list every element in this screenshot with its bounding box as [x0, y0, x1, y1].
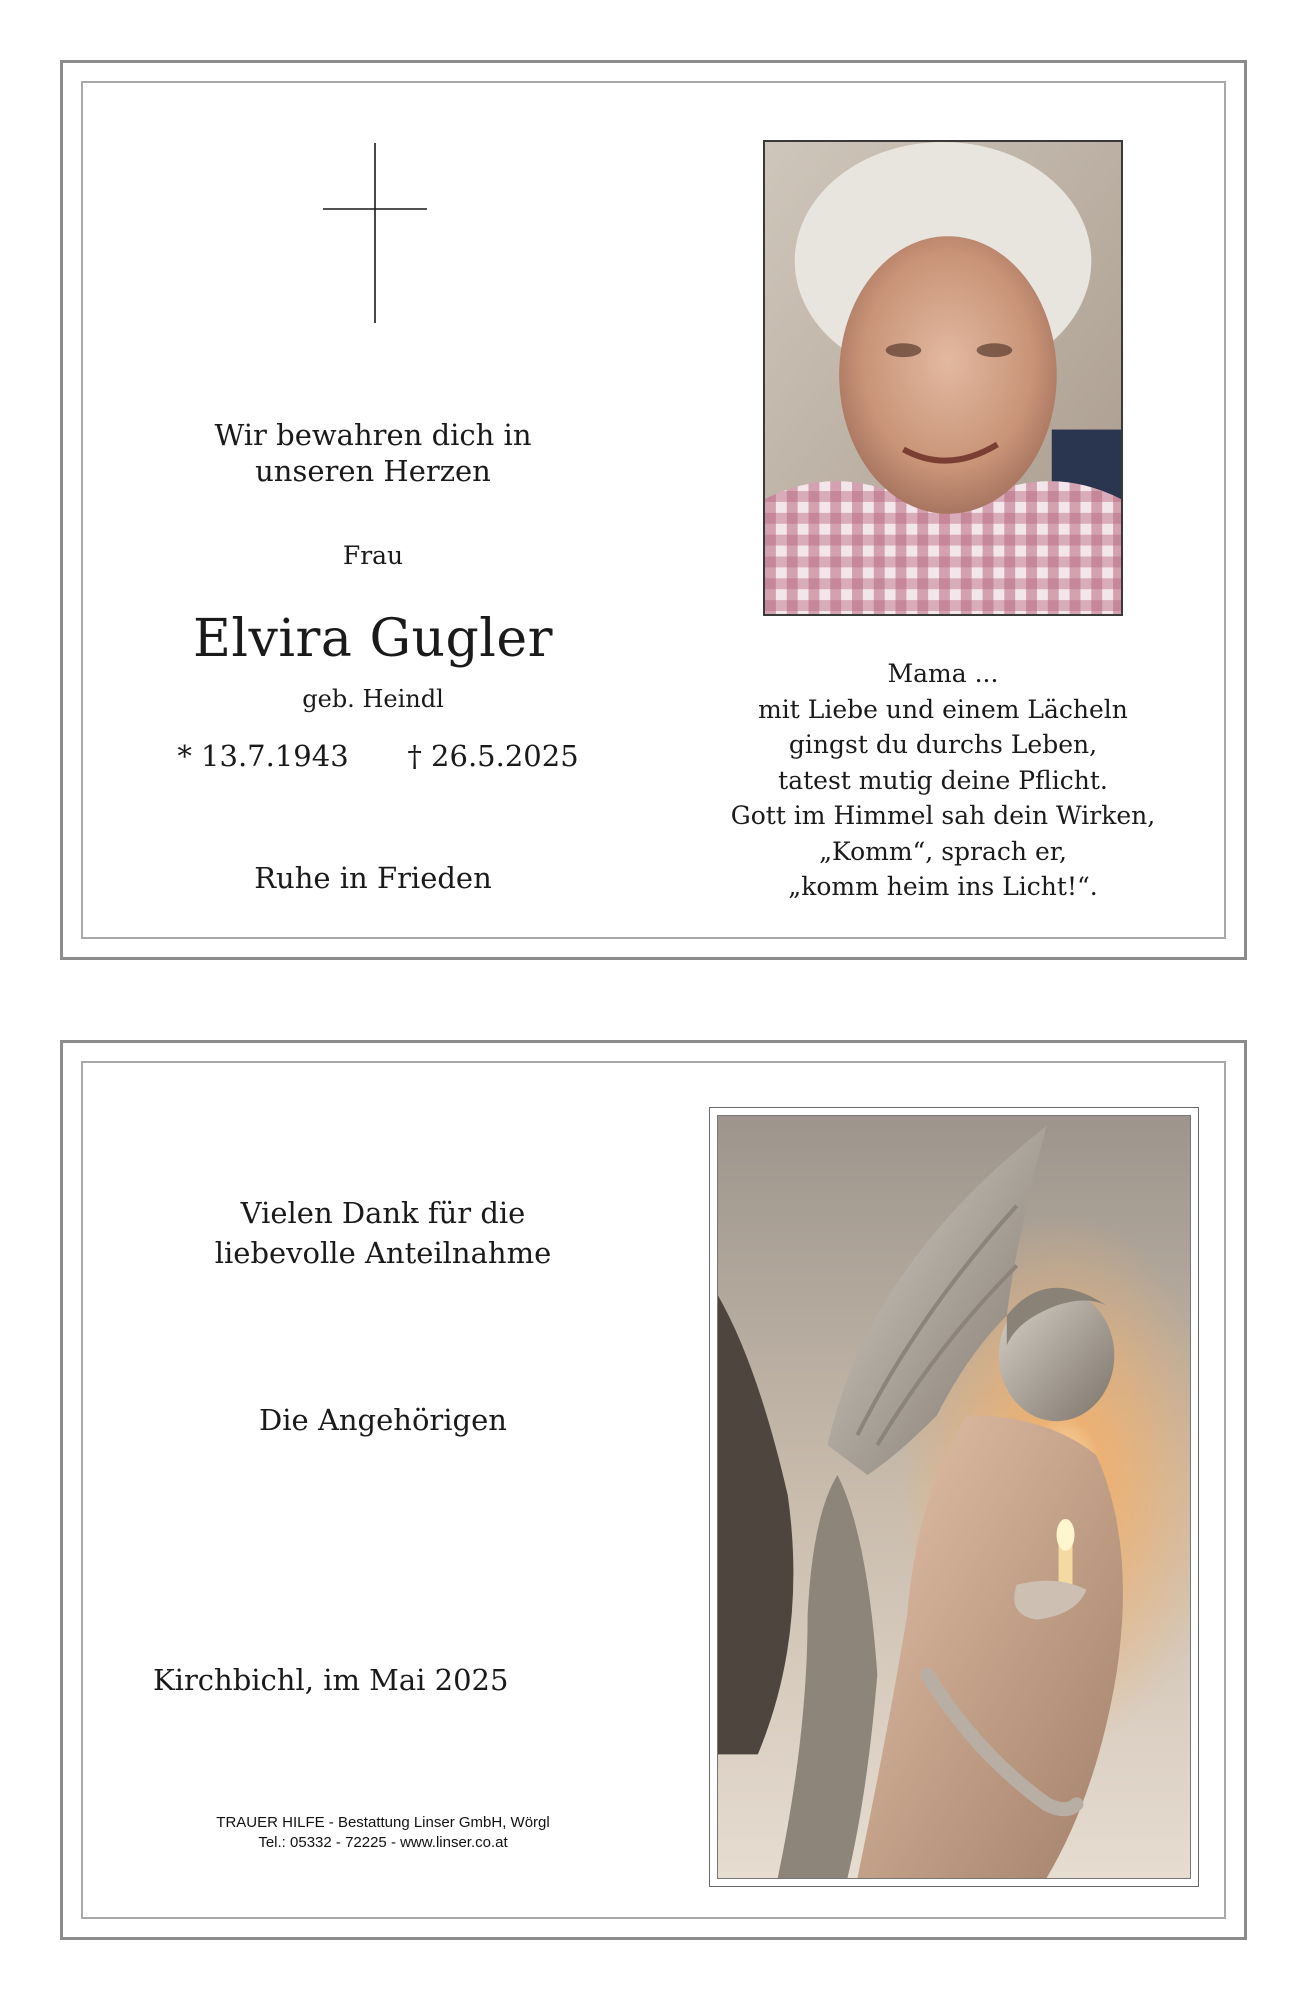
obituary-front-card	[60, 60, 1247, 960]
poem-line: gingst du durchs Leben,	[788, 730, 1098, 759]
poem-line: „komm heim ins Licht!“.	[788, 872, 1098, 901]
undertaker-line: Tel.: 05332 - 72225 - www.linser.co.at	[258, 1834, 508, 1851]
motto-line: unseren Herzen	[255, 454, 491, 488]
undertaker-line: TRAUER HILFE - Bestattung Linser GmbH, Wörgl	[216, 1814, 550, 1831]
date-of-birth: * 13.7.1943	[177, 739, 349, 773]
angel-statue-icon	[718, 1116, 1190, 1878]
portrait-image	[765, 142, 1121, 614]
family-signature: Die Angehörigen	[259, 1403, 507, 1437]
undertaker-info	[153, 1813, 613, 1853]
angel-picture-frame	[709, 1107, 1199, 1887]
place-and-date: Kirchbichl, im Mai 2025	[153, 1663, 509, 1697]
poem-line: „Komm“, sprach er,	[819, 836, 1067, 866]
thanks-line: Vielen Dank für die	[240, 1196, 526, 1230]
deceased-name: Elvira Gugler	[192, 609, 554, 669]
poem-line: Mama ...	[887, 659, 999, 688]
thank-you-note	[153, 1193, 613, 1273]
date-of-death: † 26.5.2025	[407, 739, 579, 773]
closing-phrase: Ruhe in Frieden	[254, 861, 492, 895]
poem-line: mit Liebe und einem Lächeln	[758, 694, 1128, 724]
portrait-photo	[763, 140, 1123, 616]
poem-line: tatest mutig deine Pflicht.	[778, 765, 1108, 795]
cross-icon	[323, 143, 427, 323]
poem-line: Gott im Himmel sah dein Wirken,	[730, 801, 1156, 830]
birth-name: geb. Heindl	[302, 685, 444, 713]
honorific-title: Frau	[342, 541, 404, 570]
angel-image	[717, 1115, 1191, 1879]
obituary-back-card	[60, 1040, 1247, 1940]
thanks-line: liebevolle Anteilnahme	[214, 1236, 552, 1270]
memorial-poem	[703, 656, 1183, 905]
motto	[143, 417, 603, 489]
motto-line: Wir bewahren dich in	[214, 418, 532, 452]
